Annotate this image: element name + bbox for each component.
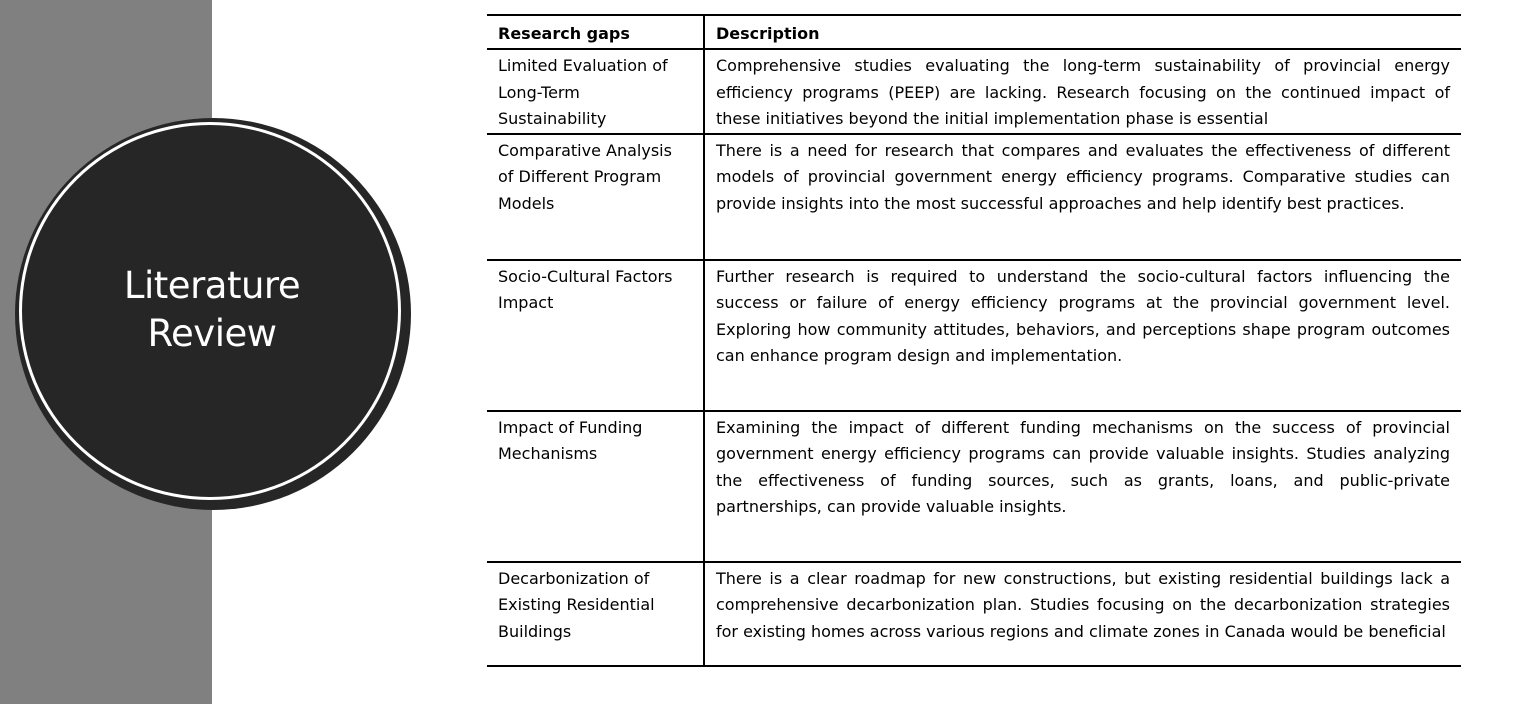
table-row <box>487 260 1461 411</box>
description-cell: Examining the impact of different funding mechanisms on the success of provincial government energy efficiency programs can provide valuable insights. Studies analyzing the effectiveness of funding sources, such as grants, loans, and public-private partnerships, can provide valuable insights. <box>704 411 1461 562</box>
slide-title <box>24 262 400 358</box>
table-row <box>487 134 1461 260</box>
research-gaps-table <box>487 14 1461 667</box>
header-description: Description <box>704 15 1461 49</box>
description-cell: Comprehensive studies evaluating the long-term sustainability of provincial energy efficiency programs (PEEP) are lacking. Research focusing on the continued impact of these initiatives beyond the initial implementation phase is essential <box>704 49 1461 134</box>
description-cell: There is a need for research that compares and evaluates the effectiveness of different models of provincial government energy efficiency programs. Comparative studies can provide insights into the most successful approaches and help identify best practices. <box>704 134 1461 260</box>
slide-title-line1: Literature <box>123 264 301 307</box>
gap-cell: Socio-Cultural Factors Impact <box>498 266 673 312</box>
header-research-gaps: Research gaps <box>498 24 630 43</box>
slide-title-line2: Review <box>147 312 277 355</box>
table-header-row <box>487 15 1461 49</box>
description-cell: Further research is required to understand the socio-cultural factors influencing the success or failure of energy efficiency programs at the provincial government level. Exploring how community attitudes, behaviors, and perceptions shape program outcomes can enhance program design and implementation. <box>704 260 1461 411</box>
gap-cell: Impact of Funding Mechanisms <box>498 417 643 463</box>
gap-cell: Limited Evaluation of Long-Term Sustainability <box>498 56 668 128</box>
gap-cell: Comparative Analysis of Different Program Models <box>498 140 672 213</box>
table-row <box>487 411 1461 562</box>
description-cell: There is a clear roadmap for new constructions, but existing residential buildings lack a comprehensive decarbonization plan. Studies focusing on the decarbonization strategies for existing homes across various regions and climate zones in Canada would be beneficial <box>704 562 1461 666</box>
table-row <box>487 562 1461 666</box>
gap-cell: Decarbonization of Existing Residential Buildings <box>498 568 655 641</box>
table-row <box>487 49 1461 134</box>
